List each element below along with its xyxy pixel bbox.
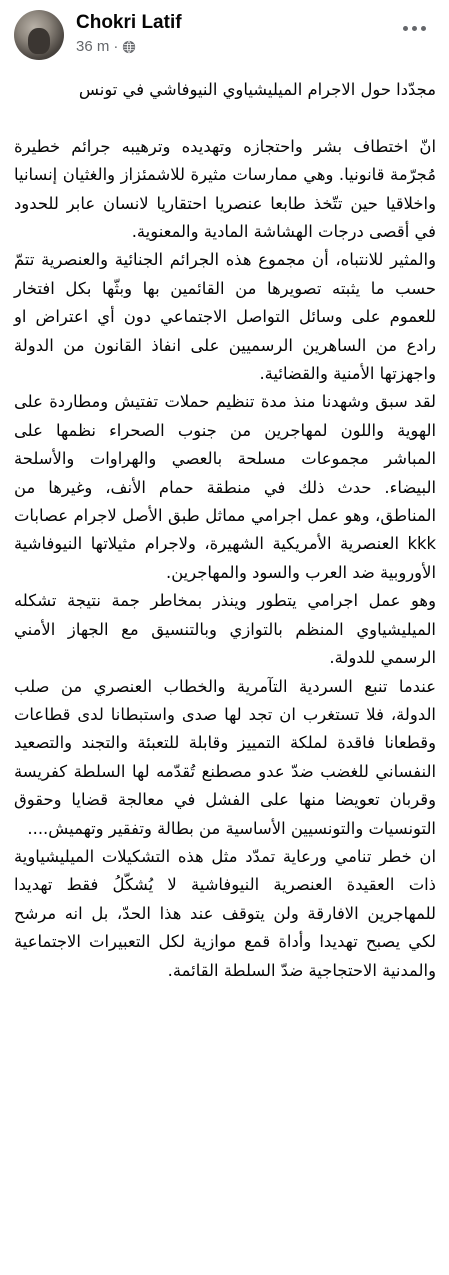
post-body: [14, 76, 436, 985]
post-paragraph: وهو عمل اجرامي يتطور وينذر بمخاطر جمة نتيجة تشكله الميليشياوي المنظم بالتوازي وبالتنسيق مع الجهاز الأمني الرسمي للدولة.: [14, 591, 436, 668]
post-paragraph: عندما تنبع السردية التآمرية والخطاب العنصري من صلب الدولة، فلا تستغرب ان تجد لها صدى واستبطانا لدى قطاعات وقطعانا فاقدة لملكة التمييز وقابلة للتعبئة والتجند والتصعيد النفساني للغضب ضدّ عدو مصطنع تُقدّمه لها السلطة كفريسة وقربان تعويضا منها على الفشل في معالجة قضايا وحقوق التونسيات والتونسيين الأساسية من بطالة وتفقير وتهميش....: [14, 676, 436, 838]
post-paragraph: والمثير للانتباه، أن مجموع هذه الجرائم الجنائية والعنصرية تتمّ حسب ما يثبته تصويرها من القائمين بها وبثّها بكل افتخار للعموم على وسائل التواصل الاجتماعي دون أي اعتراض او رادع من الساهرين الرسميين على انفاذ القانون من الدولة واجهزتها الأمنية والقضائية.: [14, 250, 436, 384]
meta-separator: ·: [113, 38, 119, 55]
post-blank-line: [14, 104, 436, 132]
post-meta: [76, 38, 136, 55]
post-paragraph: مجدّدا حول الاجرام الميليشياوي النيوفاشي في تونس: [78, 80, 436, 99]
globe-icon[interactable]: [122, 40, 136, 54]
post-paragraph: انّ اختطاف بشر واحتجازه وتهديده وترهيبه جرائم خطيرة مُجرّمة قانونيا. وهي ممارسات مثيرة للاشمئزاز والغثيان إنسانيا واخلاقيا حين تتّخذ طابعا عنصريا احتقاريا لانسان عابر للحدود في أقصى درجات الهشاشة المادية والمعنوية.: [14, 136, 436, 242]
more-horizontal-icon[interactable]: [399, 18, 429, 38]
author-name[interactable]: Chokri Latif: [76, 12, 182, 33]
post-time[interactable]: 36 m: [76, 38, 110, 55]
post-paragraph: ان خطر تنامي ورعاية تمدّد مثل هذه التشكيلات الميليشياوية ذات العقيدة العنصرية النيوفاشية لا يُشكّلُ فقط تهديدا للمهاجرين الافارقة ولن يتوقف عند هذا الحدّ، بل انه مرشح لكي يصبح تهديدا وأداة قمع موازية لكل التعبيرات الاجتماعية والمدنية الاحتجاجية ضدّ السلطة القائمة.: [14, 846, 436, 980]
post-header: [14, 10, 435, 60]
author-avatar[interactable]: [14, 10, 64, 60]
post-paragraph: لقد سبق وشهدنا منذ مدة تنظيم حملات تفتيش ومطاردة على الهوية واللون لمهاجرين من جنوب الصحراء نظمها على المباشر مجموعات مسلحة بالعصي والهراوات والأسلحة البيضاء. حدث ذلك في منطقة حمام الأنف، وغيرها من المناطق، وهو عمل اجرامي مماثل طبق الأصل لاجرام عصابات kkk العنصرية الأمريكية الشهيرة، ولاجرام مثيلاتها النيوفاشية الأوروبية ضد العرب والسود والمهاجرين.: [14, 392, 436, 582]
